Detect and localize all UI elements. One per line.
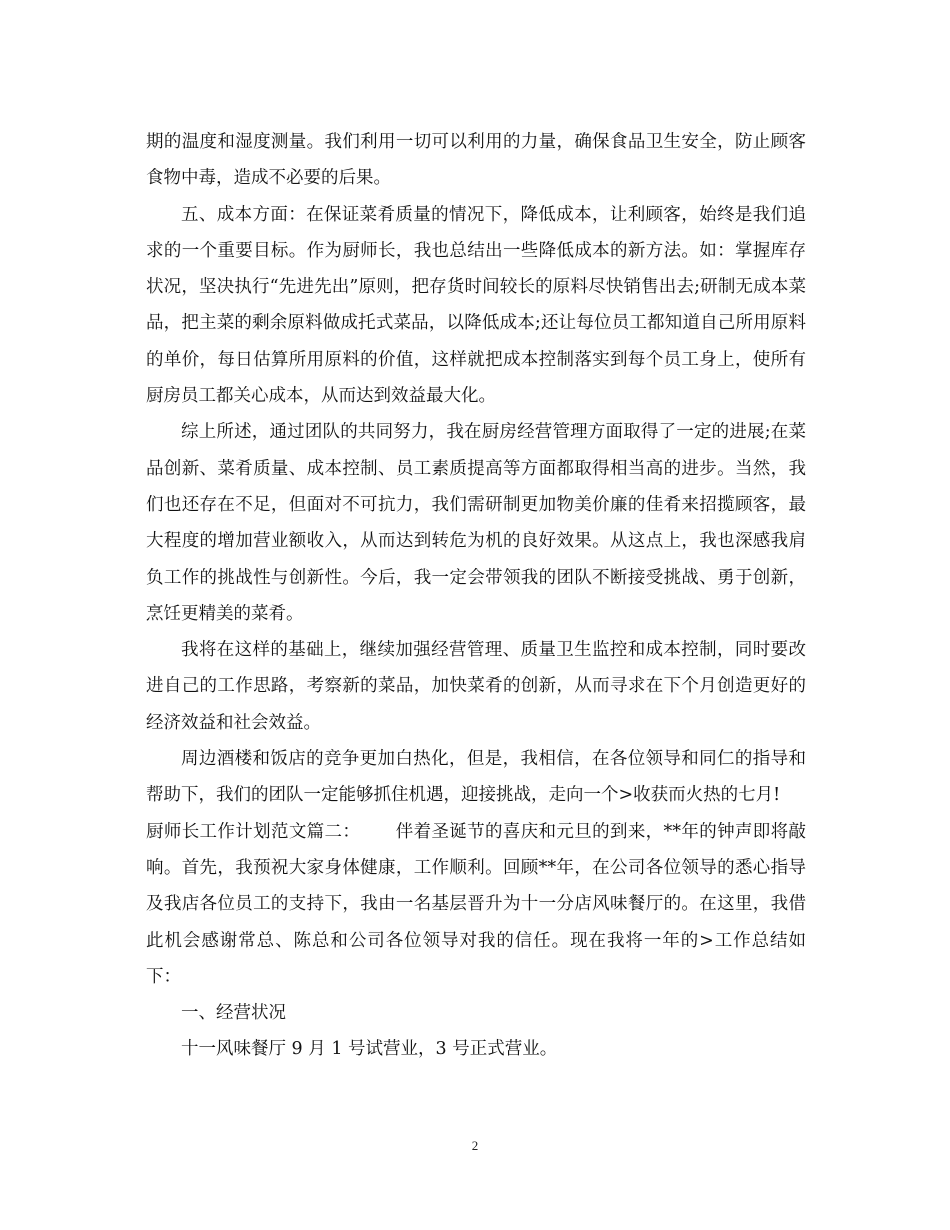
paragraph-opening-dates: 十一风味餐厅 9 月 1 号试营业，3 号正式营业。 [181,1039,558,1060]
document-body [146,124,806,1068]
page-number: 2 [471,1138,479,1153]
paragraph-competition: 周边酒楼和饭店的竞争更加白热化，但是，我相信，在各位领导和同仁的指导和帮助下，我们的团队一定能够抓住机遇，迎接挑战，走向一个>收获而火热的七月! [146,749,806,806]
paragraph-summary: 综上所述，通过团队的共同努力，我在厨房经营管理方面取得了一定的进展;在菜品创新、菜肴质量、成本控制、员工素质提高等方面都取得相当高的进步。当然，我们也还存在不足，但面对不可抗力，我们需研制更加物美价廉的佳肴来招揽顾客，最大程度的增加营业额收入，从而达到转危为机的良好效果。从这点上，我也深感我肩负工作的挑战性与创新性。今后，我一定会带领我的团队不断接受挑战、勇于创新，烹饪更精美的菜肴。 [146,422,806,624]
paragraph-future-plan: 我将在这样的基础上，继续加强经营管理、质量卫生监控和成本控制，同时要改进自己的工作思路，考察新的菜品，加快菜肴的创新，从而寻求在下个月创造更好的经济效益和社会效益。 [146,640,806,733]
paragraph-sample-two-intro: 厨师长工作计划范文篇二： 伴着圣诞节的喜庆和元旦的到来，**年的钟声即将敲响。首先，我预祝大家身体健康，工作顺利。回顾**年，在公司各位领导的悉心指导及我店各位员工的支持下，我由一名基层晋升为十一分店风味餐厅的。在这里，我借此机会感谢常总、陈总和公司各位领导对我的信任。现在我将一年的>工作总结如下： [146,821,806,987]
paragraph-cost-section: 五、成本方面：在保证菜肴质量的情况下，降低成本，让利顾客，始终是我们追求的一个重要目标。作为厨师长，我也总结出一些降低成本的新方法。如：掌握库存状况，坚决执行“先进先出”原则，把存货时间较长的原料尽快销售出去;研制无成本菜品，把主菜的剩余原料做成托式菜品，以降低成本;还让每位员工都知道自己所用原料的单价，每日估算所用原料的价值，这样就把成本控制落实到每个员工身上，使所有厨房员工都关心成本，从而达到效益最大化。 [146,204,806,407]
section-heading-operations: 一、经营状况 [181,1003,286,1024]
paragraph-food-safety-end: 期的温度和湿度测量。我们利用一切可以利用的力量，确保食品卫生安全，防止顾客食物中毒，造成不必要的后果。 [146,132,806,189]
